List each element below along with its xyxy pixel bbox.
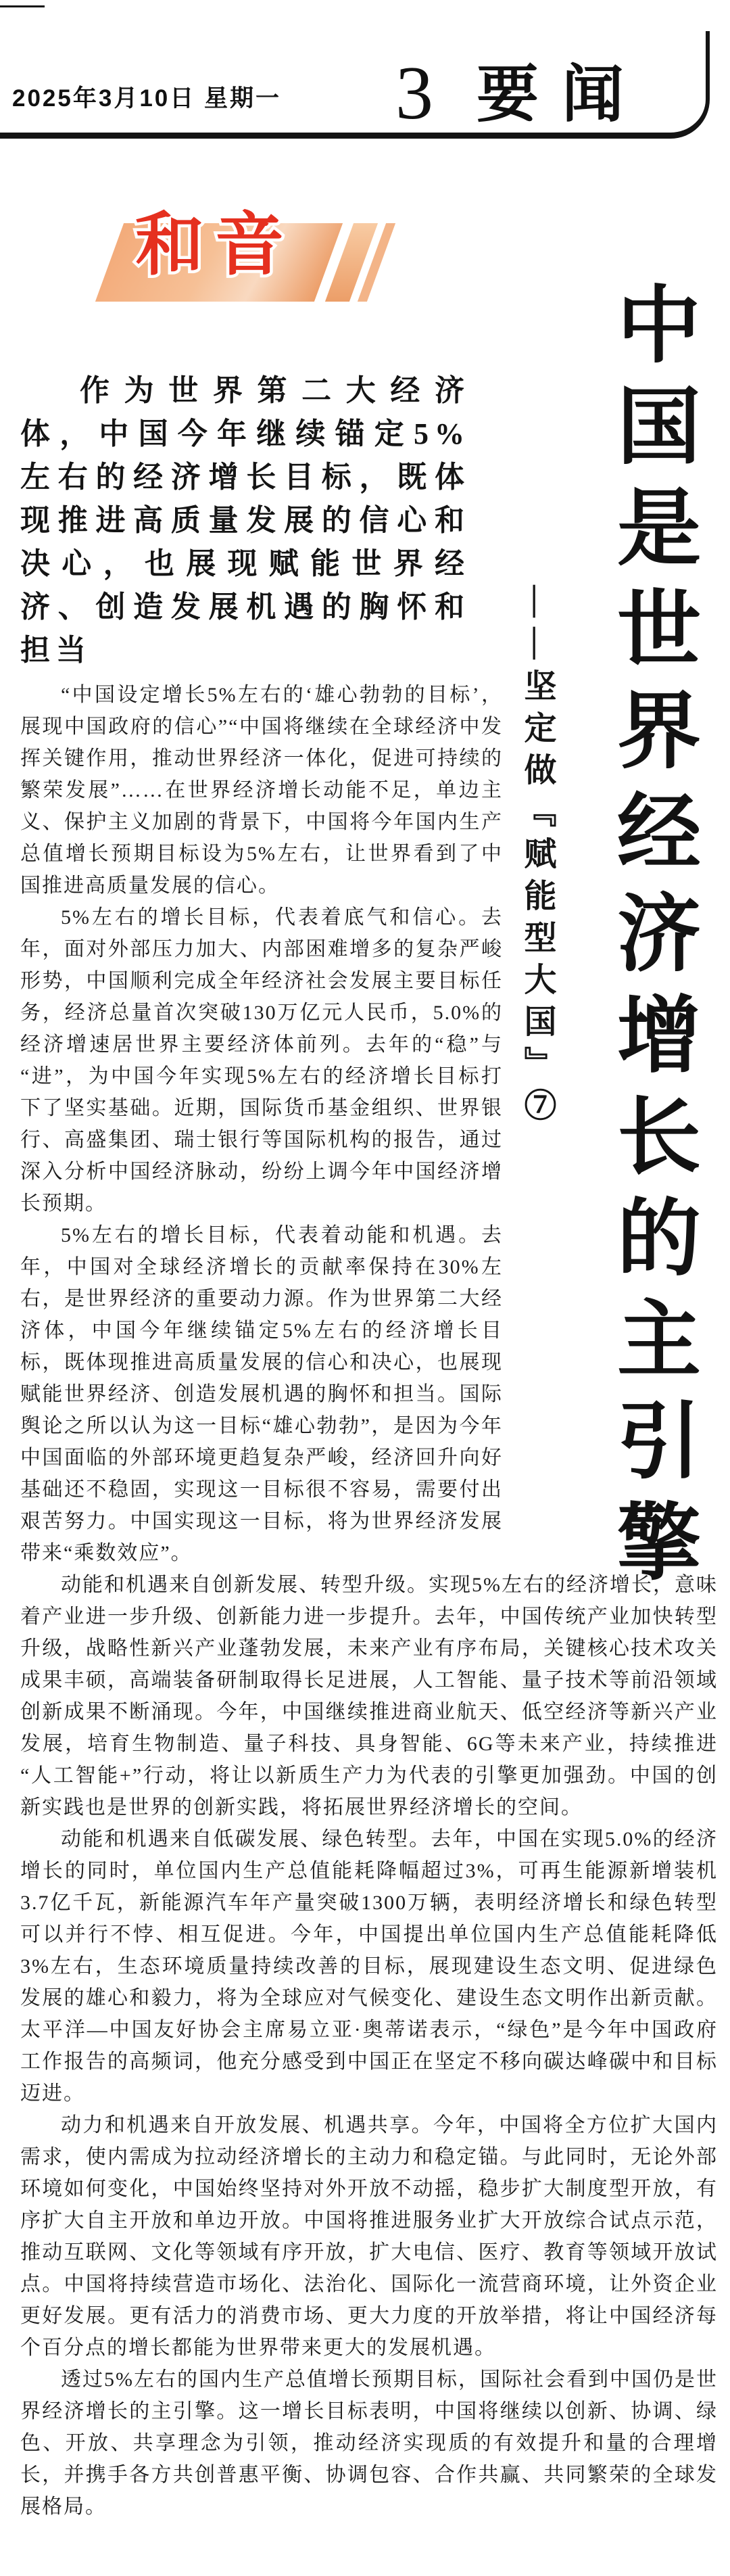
lead-paragraph: 作为世界第二大经济体，中国今年继续锚定5%左右的经济增长目标，既体现推进高质量发展的信心和决心，也展现赋能世界经济、创造发展机遇的胸怀和担当 — [20, 374, 470, 667]
body-paragraph: 动能和机遇来自低碳发展、绿色转型。去年，中国在实现5.0%的经济增长的同时，单位国内生产总值能耗降幅超过3%，可再生能源新增装机3.7亿千瓦，新能源汽车年产量突破1300万辆，表明经济增长和绿色转型可以并行不悖、相互促进。今年，中国提出单位国内生产总值能耗降低3%左右，生态环境质量持续改善的目标，展现建设生态文明、促进绿色发展的雄心和毅力，将为全球应对气候变化、建设生态文明作出新贡献。太平洋—中国友好协会主席易立亚·奥蒂诺表示，“绿色”是今年中国政府工作报告的高频词，他充分感受到中国正在坚定不移向碳达峰碳中和目标迈进。 — [20, 1828, 718, 2105]
column-banner-label: 和音 — [135, 206, 295, 283]
body-paragraph: 动能和机遇来自创新发展、转型升级。实现5%左右的经济增长，意味着产业进一步升级、创新能力进一步提升。去年，中国传统产业加快转型升级，战略性新兴产业蓬勃发展，未来产业有序布局，关键核心技术攻关成果丰硕，高端装备研制取得长足进展，人工智能、量子技术等前沿领域创新成果不断涌现。今年，中国继续推进商业航天、低空经济等新兴产业发展，培育生物制造、量子科技、具身智能、6G等未来产业，持续推进“人工智能+”行动，将让以新质生产力为代表的引擎更加强劲。中国的创新实践也是世界的创新实践，将拓展世界经济增长的空间。 — [20, 1574, 718, 1819]
publication-date: 2025年3月10日 星期一 — [12, 85, 281, 112]
body-paragraph: 动力和机遇来自开放发展、机遇共享。今年，中国将全方位扩大国内需求，使内需成为拉动经济增长的主动力和稳定锚。与此同时，无论外部环境如何变化，中国始终坚持对外开放不动摇，稳步扩大制度型开放，有序扩大自主开放和单边开放。中国将推进服务业扩大开放综合试点示范，推动互联网、文化等领域有序开放，扩大电信、医疗、教育等领域开放试点。中国将持续营造市场化、法治化、国际化一流营商环境，让外资企业更好发展。更有活力的消费市场、更大力度的开放举措，将让中国经济每个百分点的增长都能为世界带来更大的发展机遇。 — [20, 2114, 718, 2359]
vertical-headline: 中国是世界经济增长的主引擎 — [605, 281, 698, 1599]
page-header — [0, 0, 730, 139]
body-paragraph: 5%左右的增长目标，代表着底气和信心。去年，面对外部压力加大、内部困难增多的复杂严峻形势，中国顺利完成全年经济社会发展主要目标任务，经济总量首次突破130万亿元人民币，5.0%的经济增速居世界主要经济体前列。去年的“稳”与“进”，为中国今年实现5%左右的经济增长目标打下了坚实基础。近期，国际货币基金组织、世界银行、高盛集团、瑞士银行等国际机构的报告，通过深入分析中国经济脉动，纷纷上调今年中国经济增长预期。 — [20, 906, 503, 1215]
header-bracket-rule — [0, 31, 710, 139]
top-edge-line — [0, 5, 45, 7]
section-title: 要闻 — [477, 60, 648, 129]
column-banner — [110, 206, 381, 302]
vertical-subtitle: ——坚定做『赋能型大国』⑦ — [519, 585, 555, 1130]
headline-block — [503, 223, 718, 1599]
body-paragraph: 5%左右的增长目标，代表着动能和机遇。去年，中国对全球经济增长的贡献率保持在30%左右，是世界经济的重要动力源。作为世界第二大经济体，中国今年继续锚定5%左右的经济增长目标，既体现推进高质量发展的信心和决心，也展现赋能世界经济、创造发展机遇的胸怀和担当。国际舆论之所以认为这一目标“雄心勃勃”，是因为今年中国面临的外部环境更趋复杂严峻，经济回升向好基础还不稳固，实现这一目标很不容易，需要付出艰苦努力。中国实现这一目标，将为世界经济发展带来“乘数效应”。 — [20, 1224, 503, 1564]
page-number: 3 — [395, 51, 433, 135]
body-paragraph: 透过5%左右的国内生产总值增长预期目标，国际社会看到中国仍是世界经济增长的主引擎。这一增长目标表明，中国将继续以创新、协调、绿色、开放、共享理念为引领，推动经济实现质的有效提升和量的合理增长，并携手各方共创普惠平衡、协调包容、合作共赢、共同繁荣的全球发展格局。 — [20, 2368, 718, 2518]
body-paragraph: “中国设定增长5%左右的‘雄心勃勃的目标’，展现中国政府的信心”“中国将继续在全球经济中发挥关键作用，推动世界经济一体化，促进可持续的繁荣发展”……在世界经济增长动能不足，单边主义、保护主义加剧的背景下，中国将今年国内生产总值增长预期目标设为5%左右，让世界看到了中国推进高质量发展的信心。 — [20, 684, 503, 897]
article — [0, 206, 730, 2523]
